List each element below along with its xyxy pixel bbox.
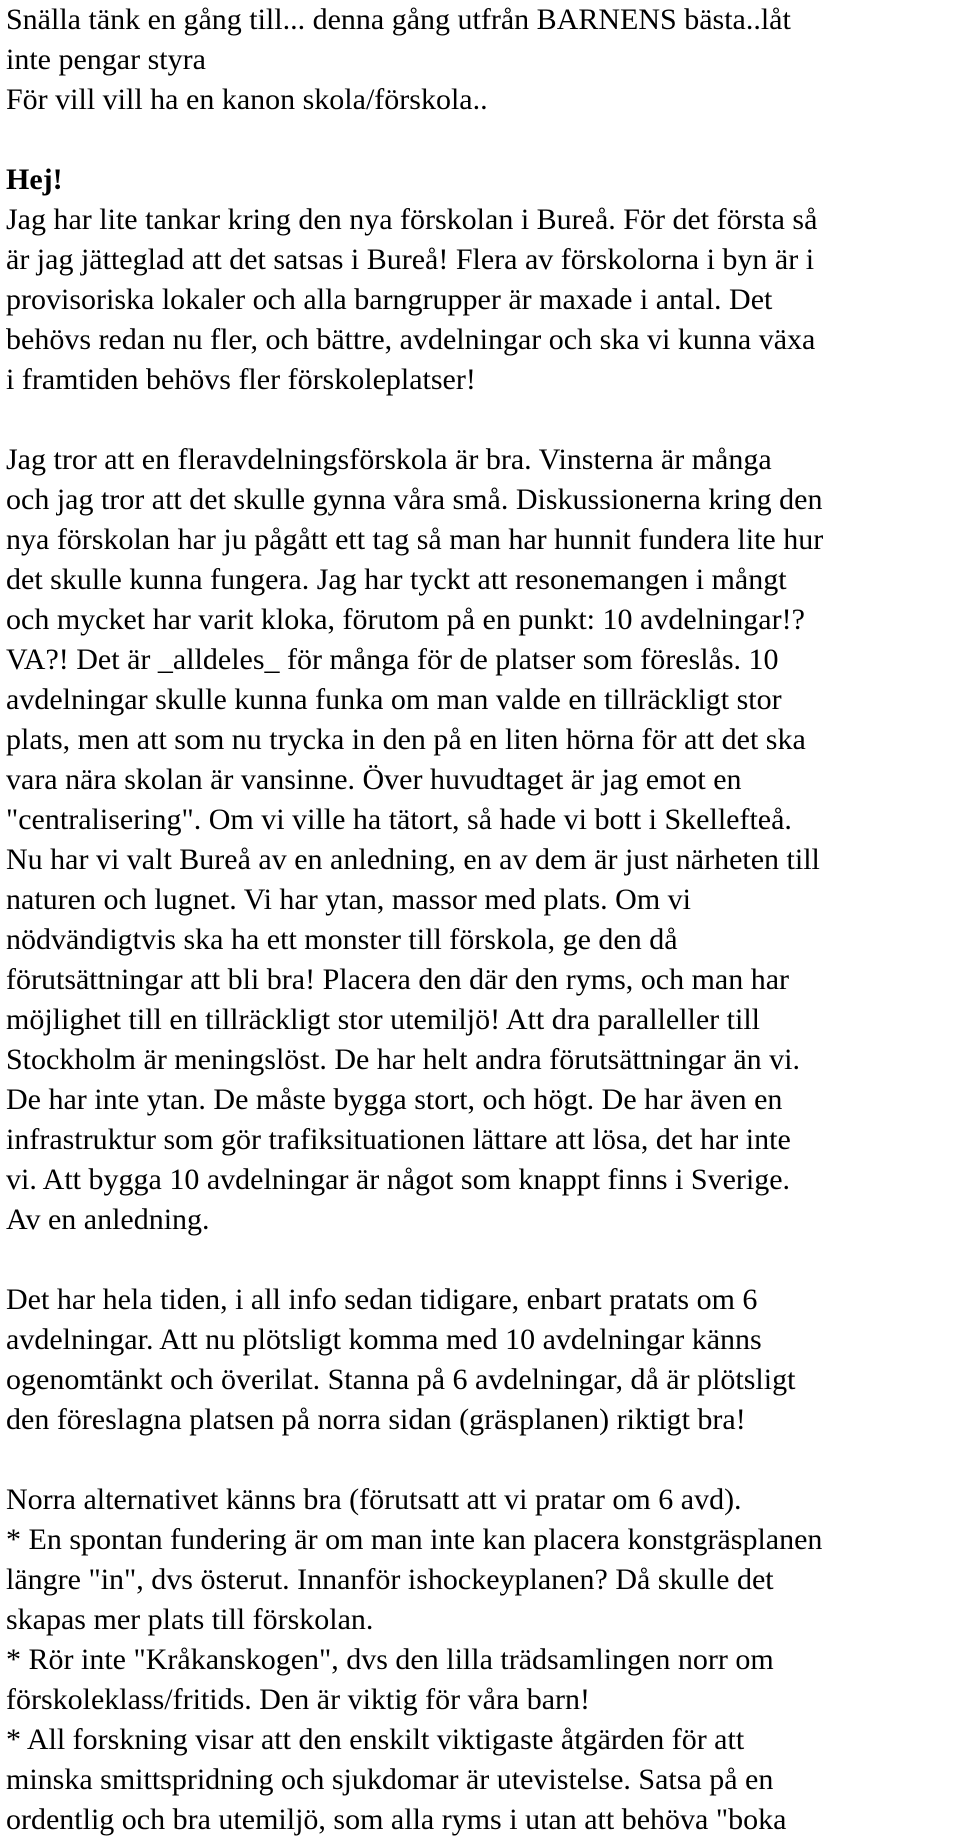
spacer: [6, 1440, 956, 1480]
intro-line: Snälla tänk en gång till... denna gång utfrån BARNENS bästa..låt: [6, 3, 791, 36]
paragraph-1: [6, 200, 956, 400]
paragraph-line: De har inte ytan. De måste bygga stort, och högt. De har även en: [6, 1083, 783, 1116]
intro-line: För vill vill ha en kanon skola/förskola..: [6, 83, 488, 116]
paragraph-line: vi. Att bygga 10 avdelningar är något som knappt finns i Sverige.: [6, 1163, 791, 1196]
paragraph-line: och jag tror att det skulle gynna våra små. Diskussionerna kring den: [6, 483, 823, 516]
paragraph-line: nödvändigtvis ska ha ett monster till förskola, ge den då: [6, 923, 678, 956]
paragraph-line: Nu har vi valt Bureå av en anledning, en av dem är just närheten till: [6, 843, 820, 876]
paragraph-line: Stockholm är meningslöst. De har helt andra förutsättningar än vi.: [6, 1043, 800, 1076]
paragraph-line: naturen och lugnet. Vi har ytan, massor med plats. Om vi: [6, 883, 692, 916]
intro-line: inte pengar styra: [6, 43, 206, 76]
paragraph-line: ogenomtänkt och överilat. Stanna på 6 avdelningar, då är plötsligt: [6, 1363, 796, 1396]
paragraph-line: och mycket har varit kloka, förutom på en punkt: 10 avdelningar!?: [6, 603, 805, 636]
document-body: [6, 0, 956, 1840]
paragraph-line: behövs redan nu fler, och bättre, avdelningar och ska vi kunna växa: [6, 323, 816, 356]
paragraph-line: Av en anledning.: [6, 1203, 210, 1236]
paragraph-line: infrastruktur som gör trafiksituationen lättare att lösa, det har inte: [6, 1123, 791, 1156]
paragraph-line: avdelningar skulle kunna funka om man valde en tillräckligt stor: [6, 683, 782, 716]
spacer: [6, 400, 956, 440]
paragraph-line: är jag jätteglad att det satsas i Bureå! Flera av förskolorna i byn är i: [6, 243, 815, 276]
paragraph-line: Jag har lite tankar kring den nya förskolan i Bureå. För det första så: [6, 203, 818, 236]
paragraph-line: vara nära skolan är vansinne. Över huvudtaget är jag emot en: [6, 763, 742, 796]
paragraph-line: * All forskning visar att den enskilt viktigaste åtgärden för att: [6, 1723, 745, 1756]
paragraph-4: [6, 1480, 956, 1840]
paragraph-line: VA?! Det är _alldeles_ för många för de platser som föreslås. 10: [6, 643, 779, 676]
paragraph-line: "centralisering". Om vi ville ha tätort, så hade vi bott i Skellefteå.: [6, 803, 792, 836]
spacer: [6, 120, 956, 160]
paragraph-line: förskoleklass/fritids. Den är viktig för våra barn!: [6, 1683, 590, 1716]
paragraph-line: ordentlig och bra utemiljö, som alla ryms i utan att behöva "boka: [6, 1803, 787, 1836]
paragraph-line: minska smittspridning och sjukdomar är utevistelse. Satsa på en: [6, 1763, 774, 1796]
paragraph-line: Jag tror att en fleravdelningsförskola är bra. Vinsterna är många: [6, 443, 772, 476]
paragraph-3: [6, 1280, 956, 1440]
paragraph-line: provisoriska lokaler och alla barngrupper är maxade i antal. Det: [6, 283, 773, 316]
paragraph-line: nya förskolan har ju pågått ett tag så man har hunnit fundera lite hur: [6, 523, 824, 556]
paragraph-line: i framtiden behövs fler förskoleplatser!: [6, 363, 476, 396]
intro-block: [6, 0, 956, 120]
paragraph-line: * En spontan fundering är om man inte kan placera konstgräsplanen: [6, 1523, 823, 1556]
greeting: Hej!: [6, 163, 63, 196]
paragraph-line: Norra alternativet känns bra (förutsatt att vi pratar om 6 avd).: [6, 1483, 742, 1516]
paragraph-line: längre "in", dvs österut. Innanför ishockeyplanen? Då skulle det: [6, 1563, 774, 1596]
spacer: [6, 1240, 956, 1280]
paragraph-line: skapas mer plats till förskolan.: [6, 1603, 374, 1636]
paragraph-2: [6, 440, 956, 1240]
paragraph-line: förutsättningar att bli bra! Placera den där den ryms, och man har: [6, 963, 790, 996]
paragraph-line: den föreslagna platsen på norra sidan (gräsplanen) riktigt bra!: [6, 1403, 746, 1436]
paragraph-line: det skulle kunna fungera. Jag har tyckt att resonemangen i mångt: [6, 563, 787, 596]
paragraph-line: Det har hela tiden, i all info sedan tidigare, enbart pratats om 6: [6, 1283, 758, 1316]
paragraph-line: * Rör inte "Kråkanskogen", dvs den lilla trädsamlingen norr om: [6, 1643, 774, 1676]
paragraph-line: plats, men att som nu trycka in den på en liten hörna för att det ska: [6, 723, 806, 756]
paragraph-line: avdelningar. Att nu plötsligt komma med 10 avdelningar känns: [6, 1323, 762, 1356]
paragraph-line: möjlighet till en tillräckligt stor utemiljö! Att dra paralleller till: [6, 1003, 760, 1036]
